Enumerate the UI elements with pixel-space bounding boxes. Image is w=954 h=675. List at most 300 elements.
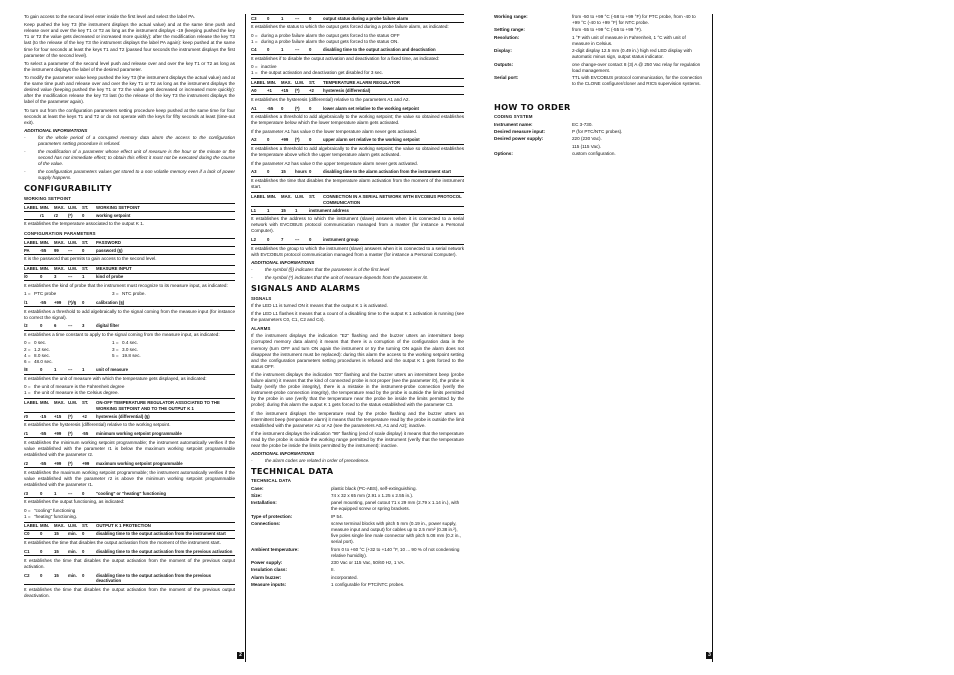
param-description: It establishes the temperature associated to the output K 1. (24, 221, 145, 227)
param-cell: r3 (24, 490, 29, 496)
param-name: MEASURE INPUT (96, 266, 132, 272)
option-text: 1.2 sec. (34, 346, 51, 352)
param-cell: MIN. (40, 400, 50, 406)
param-name: disabling time to the alarm activation from the instrument start (323, 169, 451, 175)
param-cell: 0 (267, 237, 270, 243)
param-row (251, 105, 464, 113)
param-cell: +2 (309, 87, 314, 93)
param-name: minimum working setpoint programmable (96, 431, 182, 437)
column-divider (245, 14, 246, 662)
spec-key: Options: (494, 150, 513, 156)
param-cell: U.M. (295, 194, 305, 200)
spec-row (251, 567, 464, 573)
signal-paragraph: If the LED L1 is turned ON it means that the output K 1 is activated. (251, 302, 388, 308)
param-cell: +99 (54, 460, 62, 466)
note-item: - for the whole period of a corrupted memory data alarm the access to the configuration parameters setting procedure is refused. (24, 134, 235, 146)
note-item: - the symbol (*) indicates that the unit of measure depends from the parameter /8. (251, 275, 428, 281)
param-description: It establishes the maximum working setpoint programmable; the instrument automatically verifies if the value established with the parameter r2 is above the minimum working setpoint programmable established with the parameter r1. (24, 469, 235, 487)
param-cell: (*) (68, 431, 73, 437)
param-name: maximum working setpoint programmable (96, 460, 183, 466)
param-cell: MAX. (281, 194, 292, 200)
spec-key: Display: (494, 48, 512, 54)
param-description: It establishes the group to which the instrument (slave) answers when it is connected to a serial network with EVCOBUS protocol communication managed from a master (for instance a Personal Computer). (251, 246, 464, 258)
param-cell: 0 (82, 572, 85, 578)
param-description: It establishes the status to which the output gets forced during a probe failure alarm, as indicated: (251, 24, 449, 30)
param-name: working setpoint (96, 212, 131, 218)
param-cell: r1 (24, 431, 29, 437)
param-cell: 0 (40, 531, 43, 537)
option-list (24, 291, 235, 297)
param-row (24, 572, 235, 586)
spec-value: from 0 to +60 °C (+32 to +140 °F, 10 ... 90 % of not condensing relative humidity). (331, 546, 460, 558)
param-row (24, 247, 235, 255)
option-text: inactive (261, 64, 277, 70)
param-cell: 0 (267, 137, 270, 143)
column-right (494, 14, 704, 394)
option-text: 0.4 sec. (122, 340, 139, 346)
param-name: disabling time to the output activation and deactivation (323, 47, 436, 53)
param-description: It establishes the time that disables the output activation from the moment of the previous output activation. (24, 557, 235, 569)
spec-key: Desired power supply: (494, 136, 544, 142)
spec-row (251, 575, 464, 581)
param-cell: /1 (24, 299, 28, 305)
param-cell: ST. (309, 80, 316, 86)
page-number: 3 (706, 652, 713, 659)
spec-row (494, 35, 704, 47)
spec-value: panel mounting, panel cutout 71 x 29 mm (2.79 x 1.14 in.), with the equipped screw or spring brackets. (331, 500, 460, 512)
option-list (24, 508, 235, 520)
param-cell: LABEL (24, 523, 39, 529)
param-cell: (*) (295, 105, 300, 111)
param-description: It establishes the address to which the instrument (slave) answers when it is connected to a serial network with EVCOBUS protocol communication managed from a master (for instance a Personal Computer). (251, 216, 464, 234)
spec-value: screw terminal blocks with pitch 5 mm (0.19 in., power supply, measure input and output) for cables up to 2.5 mm² (0.38 in.²), five poles single line male connector with pitch 5.08 mm (0.2 in., serial port). (331, 521, 461, 545)
param-row (251, 169, 464, 177)
intro-paragraph: To select a parameter of the second level push and release over and over the key T1 or T2 as long as the instrument displays the label of the desired parameter. (24, 60, 235, 72)
param-description: It establishes a threshold to add algebraically to the working setpoint; the value so obtained establishes the temperature below which the lower temperature alarm gets activated. (251, 114, 464, 126)
param-description: It establishes a threshold to add algebraically to the working setpoint; the value so obtained establishes the temperature above which the upper temperature alarm gets activated. (251, 146, 464, 158)
spec-value: P (for PTC/NTC probes). (572, 128, 623, 134)
param-name: disabling time to the output activation from the instrument start (96, 531, 226, 537)
param-cell: 0 (40, 548, 43, 554)
spec-value: 1 configurable for PTC/NTC probes. (331, 582, 405, 588)
param-cell: (*) (68, 212, 73, 218)
param-cell: 0 (267, 47, 270, 53)
param-cell: A1 (251, 105, 257, 111)
param-cell: +1 (267, 87, 272, 93)
option-text: 1 = (24, 390, 31, 396)
param-name: instrument address (309, 207, 349, 213)
param-name: ON-OFF TEMPERATURE REGULATOR ASSOCIATED TO THE WORKING SETPOINT AND TO THE OUTPUT K 1 (96, 400, 220, 411)
option-text: 8.0 sec. (34, 352, 51, 358)
spec-value: 2-digit display 12.5 mm (0.49 in.) high red LED display with automatic minus sign, output status indicator. (572, 48, 692, 60)
param-cell: (*) (295, 137, 300, 143)
option-list (251, 64, 464, 76)
spec-value: II. (331, 567, 335, 573)
param-cell: (*) (295, 87, 300, 93)
param-cell: MIN. (40, 266, 50, 272)
spec-value: 74 x 32 x 65 mm (2.91 x 1.25 x 2.55 in.). (331, 492, 414, 498)
intro-paragraph: Keep pushed the key T3 (the instrument displays the actual value) and at the same time push and release over and over the key T1 or T2 as long as the instrument displays -19 (keeping pushed the key T1 or T2 the value gets decreased or increased more quickly): after the modification release the key T3 last (to the release of the key T3 the instrument displays the label PA again): keep pushed at the same time for four seconds at least the keys T1 and T2 (passed four seconds the instrument displays the first parameter of the second level). (24, 22, 235, 58)
param-cell: A0 (251, 87, 257, 93)
option-text: 2 = (24, 346, 31, 352)
param-description: It establishes the time that disables the temperature alarm activation from the moment of the instrument start. (251, 178, 464, 190)
param-cell: LABEL (251, 194, 266, 200)
param-row (24, 490, 235, 498)
spec-row (494, 129, 704, 135)
spec-key: Insulation class: (251, 567, 287, 573)
param-description: It establishes the hysteresis (differential) relative to the parameters A1 and A2. (251, 96, 410, 102)
param-cell: 6 (54, 323, 57, 329)
spec-row (251, 521, 464, 545)
note-item: - the symbol (§) indicates that the parameter is of the first level (251, 267, 390, 273)
option-text: 0 = (251, 64, 258, 70)
param-name: hysteresis (differential) (323, 87, 371, 93)
intro-paragraph: To gain access to the second level enter inside the first level and select the label PA. (24, 14, 196, 19)
param-cell: 0 (82, 247, 85, 253)
option-list (24, 384, 235, 396)
option-text: the unit of measure is the Celsius degree. (34, 390, 119, 396)
spec-key: Installation: (251, 500, 277, 506)
param-row (24, 323, 235, 331)
param-cell: 7 (281, 237, 284, 243)
param-row (24, 274, 235, 282)
option-text: "heating" functioning. (34, 513, 78, 519)
option-text: 4 = (24, 352, 31, 358)
option-text: 1 = (251, 38, 258, 44)
option-text: 0 = (24, 507, 31, 513)
param-name: upper alarm set relative to the working setpoint (323, 137, 420, 143)
param-cell: PA (24, 247, 30, 253)
option-text: 1 = (24, 513, 31, 519)
subheading-configuration-parameters: CONFIGURATION PARAMETERS (24, 230, 96, 236)
option-text: 3 = (112, 291, 119, 297)
param-description: It is the password that permits to gain access to the second level. (24, 256, 157, 262)
param-cell: 15 (281, 207, 286, 213)
param-row (251, 137, 464, 145)
param-name: WORKING SETPOINT (96, 204, 140, 210)
param-cell: -55 (40, 460, 47, 466)
param-cell (24, 213, 40, 219)
param-cell: U.M. (68, 239, 78, 245)
param-cell: ST. (82, 266, 89, 272)
additional-info-heading: ADDITIONAL INFORMATIONS (251, 451, 315, 457)
param-row (251, 207, 464, 215)
option-text (122, 359, 235, 365)
option-text: 3.0 sec. (122, 346, 139, 352)
param-name: hysteresis (differential) (§) (96, 413, 150, 419)
section-heading-how-to-order: HOW TO ORDER (494, 102, 571, 113)
spec-key: Serial port: (494, 75, 519, 81)
spec-value: 220 (230 Vac). (572, 136, 602, 142)
param-table-header (24, 238, 235, 247)
param-note: If the parameter A1 has value 0 the lower temperature alarm never gets activated. (251, 128, 418, 134)
spec-value: 230 Vac or 115 Vac, 50/60 Hz, 1 VA. (331, 560, 405, 566)
section-heading-signals-alarms: SIGNALS AND ALARMS (251, 283, 361, 294)
param-cell: 1 (54, 367, 57, 373)
param-cell: 0 (267, 169, 270, 175)
alarm-paragraph: If the instrument displays the temperature read by the probe flashing and the buzzer utters an intermittent beep (temperature alarm) it means that the temperature read by the probe is outside the limit established with the parameter A1 or A2 (see the parameters A0, A1 and A2); inactive. (251, 410, 464, 428)
spec-row (251, 560, 464, 566)
intro-paragraph: To turn out from the configuration parameters setting procedure keep pushed at the same time for four seconds at least the keys T1 and T2 or do not operate with the keys for fifty seconds at least (time-out exit). (24, 107, 235, 125)
param-cell: --- (295, 237, 300, 243)
subheading-technical-data: TECHNICAL DATA (251, 478, 292, 484)
param-cell: 15 (54, 531, 59, 537)
param-cell: U.M. (295, 80, 305, 86)
param-row (24, 367, 235, 375)
spec-key: Measure inputs: (251, 582, 287, 588)
param-cell: 0 (309, 47, 312, 53)
param-cell: ST. (82, 204, 89, 210)
spec-row (494, 75, 704, 87)
param-cell: (*) (68, 413, 73, 419)
subheading-alarms: ALARMS (251, 326, 271, 332)
column-divider (712, 14, 713, 662)
spec-row (251, 514, 464, 520)
param-cell: 0 (309, 237, 312, 243)
param-cell: --- (68, 247, 73, 253)
subheading-coding-system: CODING SYSTEM (494, 114, 533, 120)
param-table-header (24, 203, 235, 212)
param-cell: -55 (40, 431, 47, 437)
param-cell: MAX. (281, 80, 292, 86)
param-name: digital filter (96, 323, 120, 329)
param-cell: 0 (40, 367, 43, 373)
param-cell: -15 (40, 413, 47, 419)
section-heading-configurability: CONFIGURABILITY (24, 183, 113, 194)
param-cell: +15 (281, 87, 289, 93)
param-cell: ST. (82, 400, 89, 406)
spec-row (251, 582, 464, 588)
param-cell: +99 (54, 299, 62, 305)
param-description: It establishes the kind of probe that the instrument must recognize to its measure input, as indicated: (24, 282, 228, 288)
param-name: disabling time to the output activation from the previous activation (96, 548, 233, 554)
param-cell: A2 (251, 137, 257, 143)
spec-value: one change-over contact 8 (3) A @ 250 Vac relay for regulation load management. (572, 61, 701, 73)
spec-row (494, 48, 704, 60)
param-cell: +2 (82, 413, 87, 419)
option-text: 0 = (251, 32, 258, 38)
note-item: - the configuration parameters values get stored to a non volatile memory even if a lack of power supply happens. (24, 169, 235, 181)
param-cell: A3 (251, 169, 257, 175)
additional-info-heading: ADDITIONAL INFORMATIONS (24, 128, 88, 133)
option-list (251, 33, 464, 45)
column-left (24, 14, 235, 664)
param-cell: 15 (281, 169, 286, 175)
param-cell: 0 (82, 212, 85, 218)
param-note: If the parameter A2 has value 0 the upper temperature alarm never gets activated. (251, 160, 419, 166)
spec-value: TTL with EVCOBUS protocol communication, for the connection to the CLONE configurer/cloner and RIC5 supervision systems. (572, 75, 703, 87)
param-cell: 1 (281, 47, 284, 53)
note-item: - the modification of a parameter whose effect unit of measure is the hour or the minute or the second has not immediate effect; to obtain this effect it must not be executed during the course of the value. (24, 149, 235, 167)
param-description: It establishes the unit of measure with which the temperature gets displayed, as indicated: (24, 376, 207, 382)
spec-key: Connections: (251, 521, 281, 527)
param-cell: 1 (281, 15, 284, 21)
option-text: 0 = (24, 384, 31, 390)
param-cell: MAX. (54, 204, 65, 210)
param-cell: r1 (40, 212, 45, 218)
option-text: "cooling" functioning (34, 507, 76, 513)
param-description: It establishes a threshold to add algebraically to the signal coming from the measure input (for instance to correct the signal). (24, 308, 235, 320)
spec-row (251, 500, 464, 512)
param-cell: hours (295, 169, 307, 175)
spec-key: Alarm buzzer: (251, 574, 282, 580)
spec-value: from -55 to +99 °C (-55 to +99 °F). (572, 27, 643, 33)
spec-row (494, 122, 704, 128)
param-table-header (251, 78, 464, 87)
spec-row (251, 547, 464, 559)
spec-value: plastic black (PC-ABS), self-extinguishing. (331, 485, 417, 491)
param-row (24, 431, 235, 439)
spec-row (494, 27, 704, 33)
param-cell: 0 (309, 169, 312, 175)
spec-key: Size: (251, 492, 262, 498)
param-cell: ST. (309, 194, 316, 200)
spec-value: IP 54. (331, 513, 343, 519)
param-description: It establishes a time constant to apply to the signal coming from the measure input, as indicated: (24, 332, 220, 338)
spec-value: EC 3-730. (572, 121, 593, 127)
param-cell: min. (68, 531, 77, 537)
param-description: It establishes if to disable the output activation and deactivation for a fixed time, as indicated: (251, 56, 440, 62)
param-name: kind of probe (96, 274, 124, 280)
option-text: 0 sec. (34, 340, 47, 346)
option-text: 19.8 sec. (122, 352, 141, 358)
param-cell: 0 (40, 572, 43, 578)
param-cell: --- (68, 490, 73, 496)
param-cell: LABEL (24, 239, 39, 245)
subheading-working-setpoint: WORKING SETPOINT (24, 195, 72, 201)
param-cell: MIN. (267, 194, 277, 200)
param-cell: LABEL (24, 204, 39, 210)
param-name: instrument group (323, 237, 359, 243)
spec-list (494, 14, 704, 87)
param-cell: LABEL (24, 400, 39, 406)
param-cell: /8 (24, 367, 28, 373)
param-name: OUTPUT K 1 PROTECTION (96, 523, 151, 529)
spec-row (494, 136, 704, 142)
option-text: NTC probe. (122, 291, 146, 297)
param-cell: r0 (24, 413, 29, 419)
param-cell: 1 (267, 207, 270, 213)
param-cell: 0 (82, 531, 85, 537)
param-cell: MAX. (54, 266, 65, 272)
param-cell: +99 (82, 460, 90, 466)
alarm-paragraph: If the instrument displays the indication "E2" flashing and the buzzer utters an intermittent beep (corrupted memory data alarm) it means that there is a corruption of the configuration data in the memory (turn OFF and turn ON again the instrument or try the turning ON again the alarm does not disappear the instrument must be replaced): during this alarm the access to the working setpoint setting and the configuration parameters setting procedures is refused and the output K 1 gets forced to the status OFF. (251, 333, 464, 369)
param-cell: 0 (40, 323, 43, 329)
param-cell: --- (295, 47, 300, 53)
param-cell: L1 (251, 207, 257, 213)
param-description: It establishes the time that disables the output activation from the moment of the previous output deactivation. (24, 586, 235, 599)
param-description: It establishes the output functioning, as indicated: (24, 499, 125, 505)
param-cell: U.M. (68, 266, 78, 272)
option-text: 1 = (251, 70, 258, 76)
param-cell: 0 (40, 490, 43, 496)
param-cell: 0 (309, 137, 312, 143)
option-text: during a probe failure alarm the output gets forced to the status OFF (261, 32, 400, 38)
param-name: unit of measure (96, 367, 128, 373)
param-cell: 1 (54, 490, 57, 496)
param-cell: min. (68, 572, 77, 578)
param-cell: LABEL (251, 80, 266, 86)
param-cell: ST. (82, 239, 89, 245)
note-item: - the alarm codes are related in order of precedence. (251, 458, 370, 464)
param-description: It establishes the hysteresis (differential) relative to the working setpoint. (24, 422, 171, 428)
spec-row (494, 151, 704, 157)
param-name: PASSWORD (96, 239, 121, 245)
param-cell: min. (68, 548, 77, 554)
spec-key: Case: (251, 485, 264, 491)
spec-value: incorporated. (331, 574, 358, 580)
option-text (112, 359, 122, 365)
spec-key (494, 144, 572, 150)
spec-row (251, 493, 464, 499)
option-text: during a probe failure alarm the output gets forced to the status ON. (261, 38, 399, 44)
param-row (24, 212, 235, 220)
option-text: the output activation and deactivation get disabled for 3 sec. (261, 70, 384, 76)
param-cell: C3 (251, 15, 257, 21)
spec-row (251, 486, 464, 492)
param-cell: C1 (24, 548, 30, 554)
param-row (24, 548, 235, 556)
signal-paragraph: If the LED L1 flashes it means that a count of a disabling time to the output K 1 activation is running (see the parameters C0, C1, C2 and C4). (251, 311, 464, 323)
param-cell: /0 (24, 274, 28, 280)
spec-value: 115 (115 Vac). (572, 143, 602, 149)
param-cell: --- (68, 367, 73, 373)
spec-key: Desired measure input: (494, 128, 546, 134)
option-text: PTC probe (34, 291, 57, 297)
param-cell: MIN. (40, 204, 50, 210)
param-cell: --- (295, 15, 300, 21)
option-text: 0 = (24, 340, 31, 346)
param-cell: 0 (267, 15, 270, 21)
param-name: password (§) (96, 247, 123, 253)
spec-row (494, 14, 704, 26)
param-cell: MAX. (54, 400, 65, 406)
param-cell: +15 (54, 413, 62, 419)
param-cell: L2 (251, 237, 257, 243)
spec-key: Working range: (494, 14, 528, 19)
param-cell: (*) (68, 460, 73, 466)
spec-key: Instrument name: (494, 121, 533, 127)
param-name: CONNECTION IN A SERIAL NETWORK WITH EVCOBUS PROTOCOL COMMUNICATION (323, 194, 462, 205)
param-cell: -55 (40, 299, 47, 305)
param-table-header (24, 522, 235, 531)
option-text: 48.0 sec. (34, 358, 53, 364)
param-cell: C2 (24, 572, 30, 578)
option-list (24, 340, 235, 364)
param-cell: MAX. (54, 239, 65, 245)
param-cell: U.M. (68, 400, 78, 406)
param-cell: C0 (24, 531, 30, 537)
param-description: It establishes the minimum working setpoint programmable; the instrument automatically verifies if the value established with the parameter r1 is below the maximum working setpoint programmable established with the parameter r2. (24, 439, 235, 458)
tech-data-list (251, 486, 464, 589)
param-row (251, 14, 464, 23)
spec-row (494, 62, 704, 74)
param-cell: --- (68, 274, 73, 280)
param-cell: --- (68, 323, 73, 329)
param-cell: U.M. (68, 523, 78, 529)
option-text: the unit of measure is the Fahrenheit degree (34, 384, 125, 390)
section-heading-technical-data: TECHNICAL DATA (251, 466, 334, 477)
param-row (24, 413, 235, 421)
param-cell: 1 (295, 207, 298, 213)
alarm-paragraph: If the instrument displays the indication "E0" flashing and the buzzer utters an intermittent beep (probe failure alarm) it means that the kind of connected probe is not proper (see the parameter /0), the probe is faulty (verify the probe integrity), there is a mistake in the instrument-probe connection (verify the instrument-probe connection integrity), the temperature read by the probe is outside the limits permitted by the probe in use (verify that the temperature near the probe be inside the limits permitted by the probe): during this alarm the output K 1 gets forced to the status established with the parameter C3. (251, 371, 464, 408)
option-text: 5 = (112, 352, 119, 358)
spec-value: 1 °F with unit of measure in Fahrenheit, 1 °C with unit of measure in Celsius. (572, 34, 686, 46)
spec-key: Ambient temperature: (251, 546, 299, 552)
page-number: 2 (237, 652, 244, 659)
param-cell: +99 (281, 137, 289, 143)
spec-key: Power supply: (251, 560, 283, 566)
